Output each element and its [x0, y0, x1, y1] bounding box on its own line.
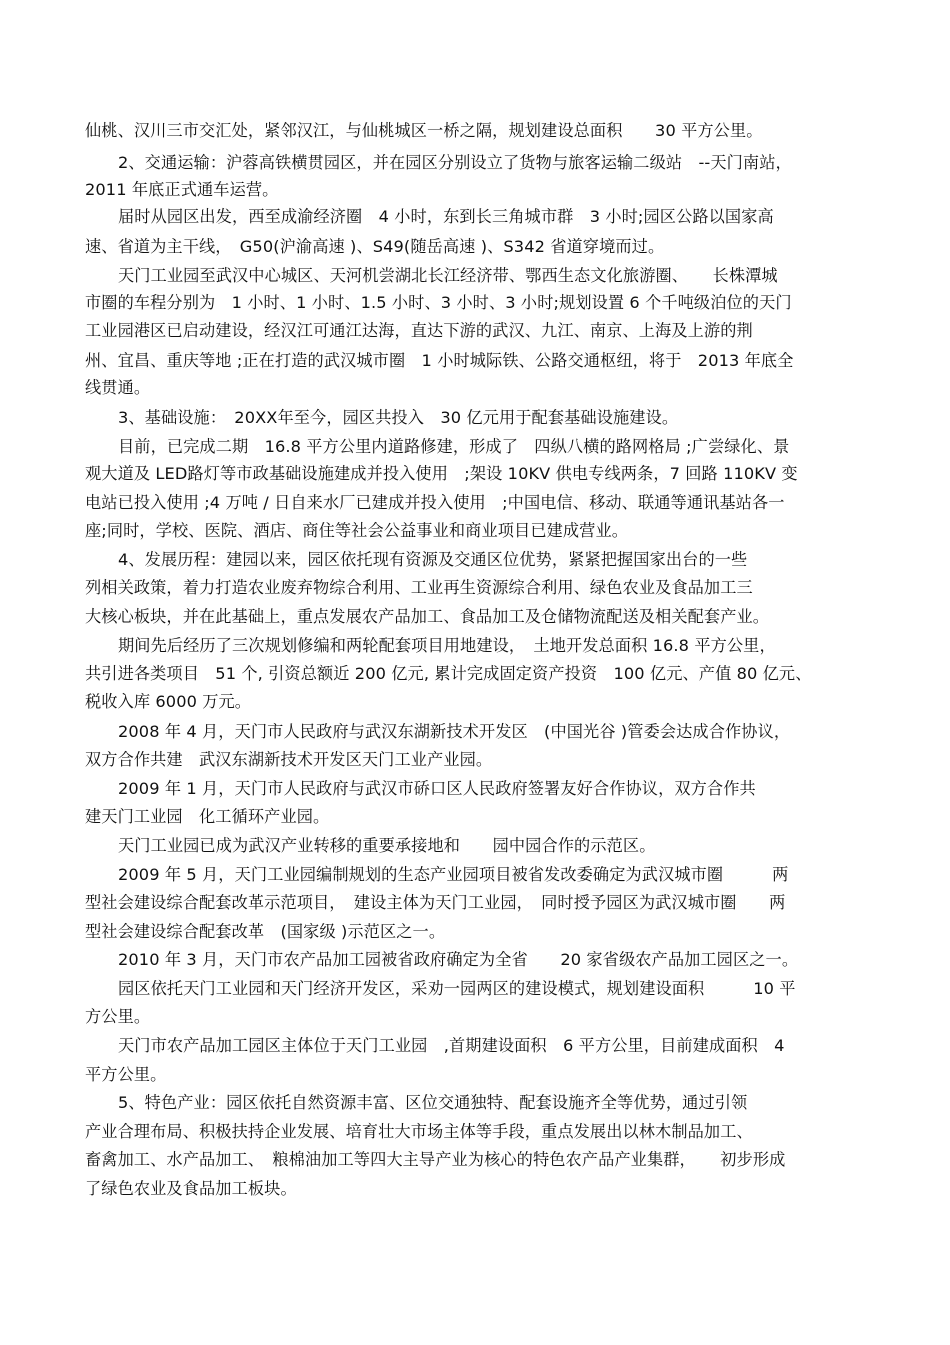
text-line: 5、特色产业：园区依托自然资源丰富、区位交通独特、配套设施齐全等优势，通过引领 [118, 1093, 748, 1112]
text-line: 4、发展历程：建园以来，园区依托现有资源及交通区位优势，紧紧把握国家出台的一些 [118, 550, 748, 569]
text-line: 税收入库 6000 万元。 [85, 692, 252, 711]
text-line: 双方合作共建 武汉东湖新技术开发区天门工业产业园。 [85, 750, 493, 769]
text-line: 畜禽加工、水产品加工、 粮棉油加工等四大主导产业为核心的特色农产品产业集群， 初步形成 [85, 1150, 786, 1169]
text-line: 线贯通。 [85, 378, 151, 397]
text-line: 观大道及 LED路灯等市政基础设施建成并投入使用 ;架设 10KV 供电专线两条，7 回路 110KV 变 [85, 464, 798, 483]
text-line: 2008 年 4 月，天门市人民政府与武汉东湖新技术开发区 (中国光谷 )管委会达成合作协议， [118, 722, 791, 741]
text-line: 园区依托天门工业园和天门经济开发区，采劝一园两区的建设模式，规划建设面积 10 平 [118, 979, 796, 998]
text-line: 了绿色农业及食品加工板块。 [85, 1179, 297, 1198]
text-line: 3、基础设施： 20XX年至今，园区共投入 30 亿元用于配套基础设施建设。 [118, 408, 679, 427]
text-line: 仙桃、汉川三市交汇处，紧邻汉江，与仙桃城区一桥之隔，规划建设总面积 30 平方公里。 [85, 121, 763, 140]
text-line: 2011 年底正式通车运营。 [85, 180, 279, 199]
text-line: 大核心板块，并在此基础上，重点发展农产品加工、食品加工及仓储物流配送及相关配套产业。 [85, 607, 770, 626]
text-line: 期间先后经历了三次规划修编和两轮配套项目用地建设， 土地开发总面积 16.8 平方公里， [118, 636, 776, 655]
text-line: 型社会建设综合配套改革示范项目， 建设主体为天门工业园， 同时授予园区为武汉城市圈 两 [85, 893, 786, 912]
text-line: 型社会建设综合配套改革 (国家级 )示范区之一。 [85, 922, 446, 941]
text-line: 州、宜昌、重庆等地 ;正在打造的武汉城市圈 1 小时城际铁、公路交通枢纽，将于 2013 年底全 [85, 351, 794, 370]
text-line: 产业合理布局、积极扶持企业发展、培育壮大市场主体等手段，重点发展出以林木制品加工、 [85, 1122, 753, 1141]
text-line: 届时从园区出发，西至成渝经济圈 4 小时，东到长三角城市群 3 小时;园区公路以国家高 [118, 207, 774, 226]
text-line: 2010 年 3 月，天门市农产品加工园被省政府确定为全省 20 家省级农产品加工园区之一。 [118, 950, 799, 969]
text-line: 目前，已完成二期 16.8 平方公里内道路修建，形成了 四纵八横的路网格局 ;广尝绿化、景 [118, 437, 790, 456]
text-line: 2009 年 5 月，天门工业园编制规划的生态产业园项目被省发改委确定为武汉城市圈 两 [118, 865, 789, 884]
text-line: 工业园港区已启动建设，经汉江可通江达海，直达下游的武汉、九江、南京、上海及上游的荆 [85, 321, 753, 340]
text-line: 速、省道为主干线， G50(沪渝高速 )、S49(随岳高速 )、S342 省道穿境而过。 [85, 237, 665, 256]
text-line: 电站已投入使用 ;4 万吨 / 日自来水厂已建成并投入使用 ;中国电信、移动、联通等通讯基站各一 [85, 493, 785, 512]
text-line: 天门工业园已成为武汉产业转移的重要承接地和 园中园合作的示范区。 [118, 836, 656, 855]
text-line: 座;同时，学校、医院、酒店、商住等社会公益事业和商业项目已建成营业。 [85, 521, 629, 540]
text-line: 2009 年 1 月，天门市人民政府与武汉市硚口区人民政府签署友好合作协议，双方合作共 [118, 779, 756, 798]
text-line: 方公里。 [85, 1007, 151, 1026]
text-line: 平方公里。 [85, 1065, 167, 1084]
text-line: 天门市农产品加工园区主体位于天门工业园 ,首期建设面积 6 平方公里，目前建成面积 4 [118, 1036, 785, 1055]
text-line: 共引进各类项目 51 个, 引资总额近 200 亿元, 累计完成固定资产投资 100 亿元、产值 80 亿元、 [85, 664, 812, 683]
text-line: 建天门工业园 化工循环产业园。 [85, 807, 330, 826]
text-line: 市圈的车程分别为 1 小时、1 小时、1.5 小时、3 小时、3 小时;规划设置 6 个千吨级泊位的天门 [85, 293, 792, 312]
text-line: 2、交通运输：沪蓉高铁横贯园区，并在园区分别设立了货物与旅客运输二级站 --天门南站， [118, 153, 792, 172]
text-line: 天门工业园至武汉中心城区、天河机尝湖北长江经济带、鄂西生态文化旅游圈、 长株潭城 [118, 266, 778, 285]
text-line: 列相关政策，着力打造农业废弃物综合利用、工业再生资源综合利用、绿色农业及食品加工三 [85, 578, 753, 597]
